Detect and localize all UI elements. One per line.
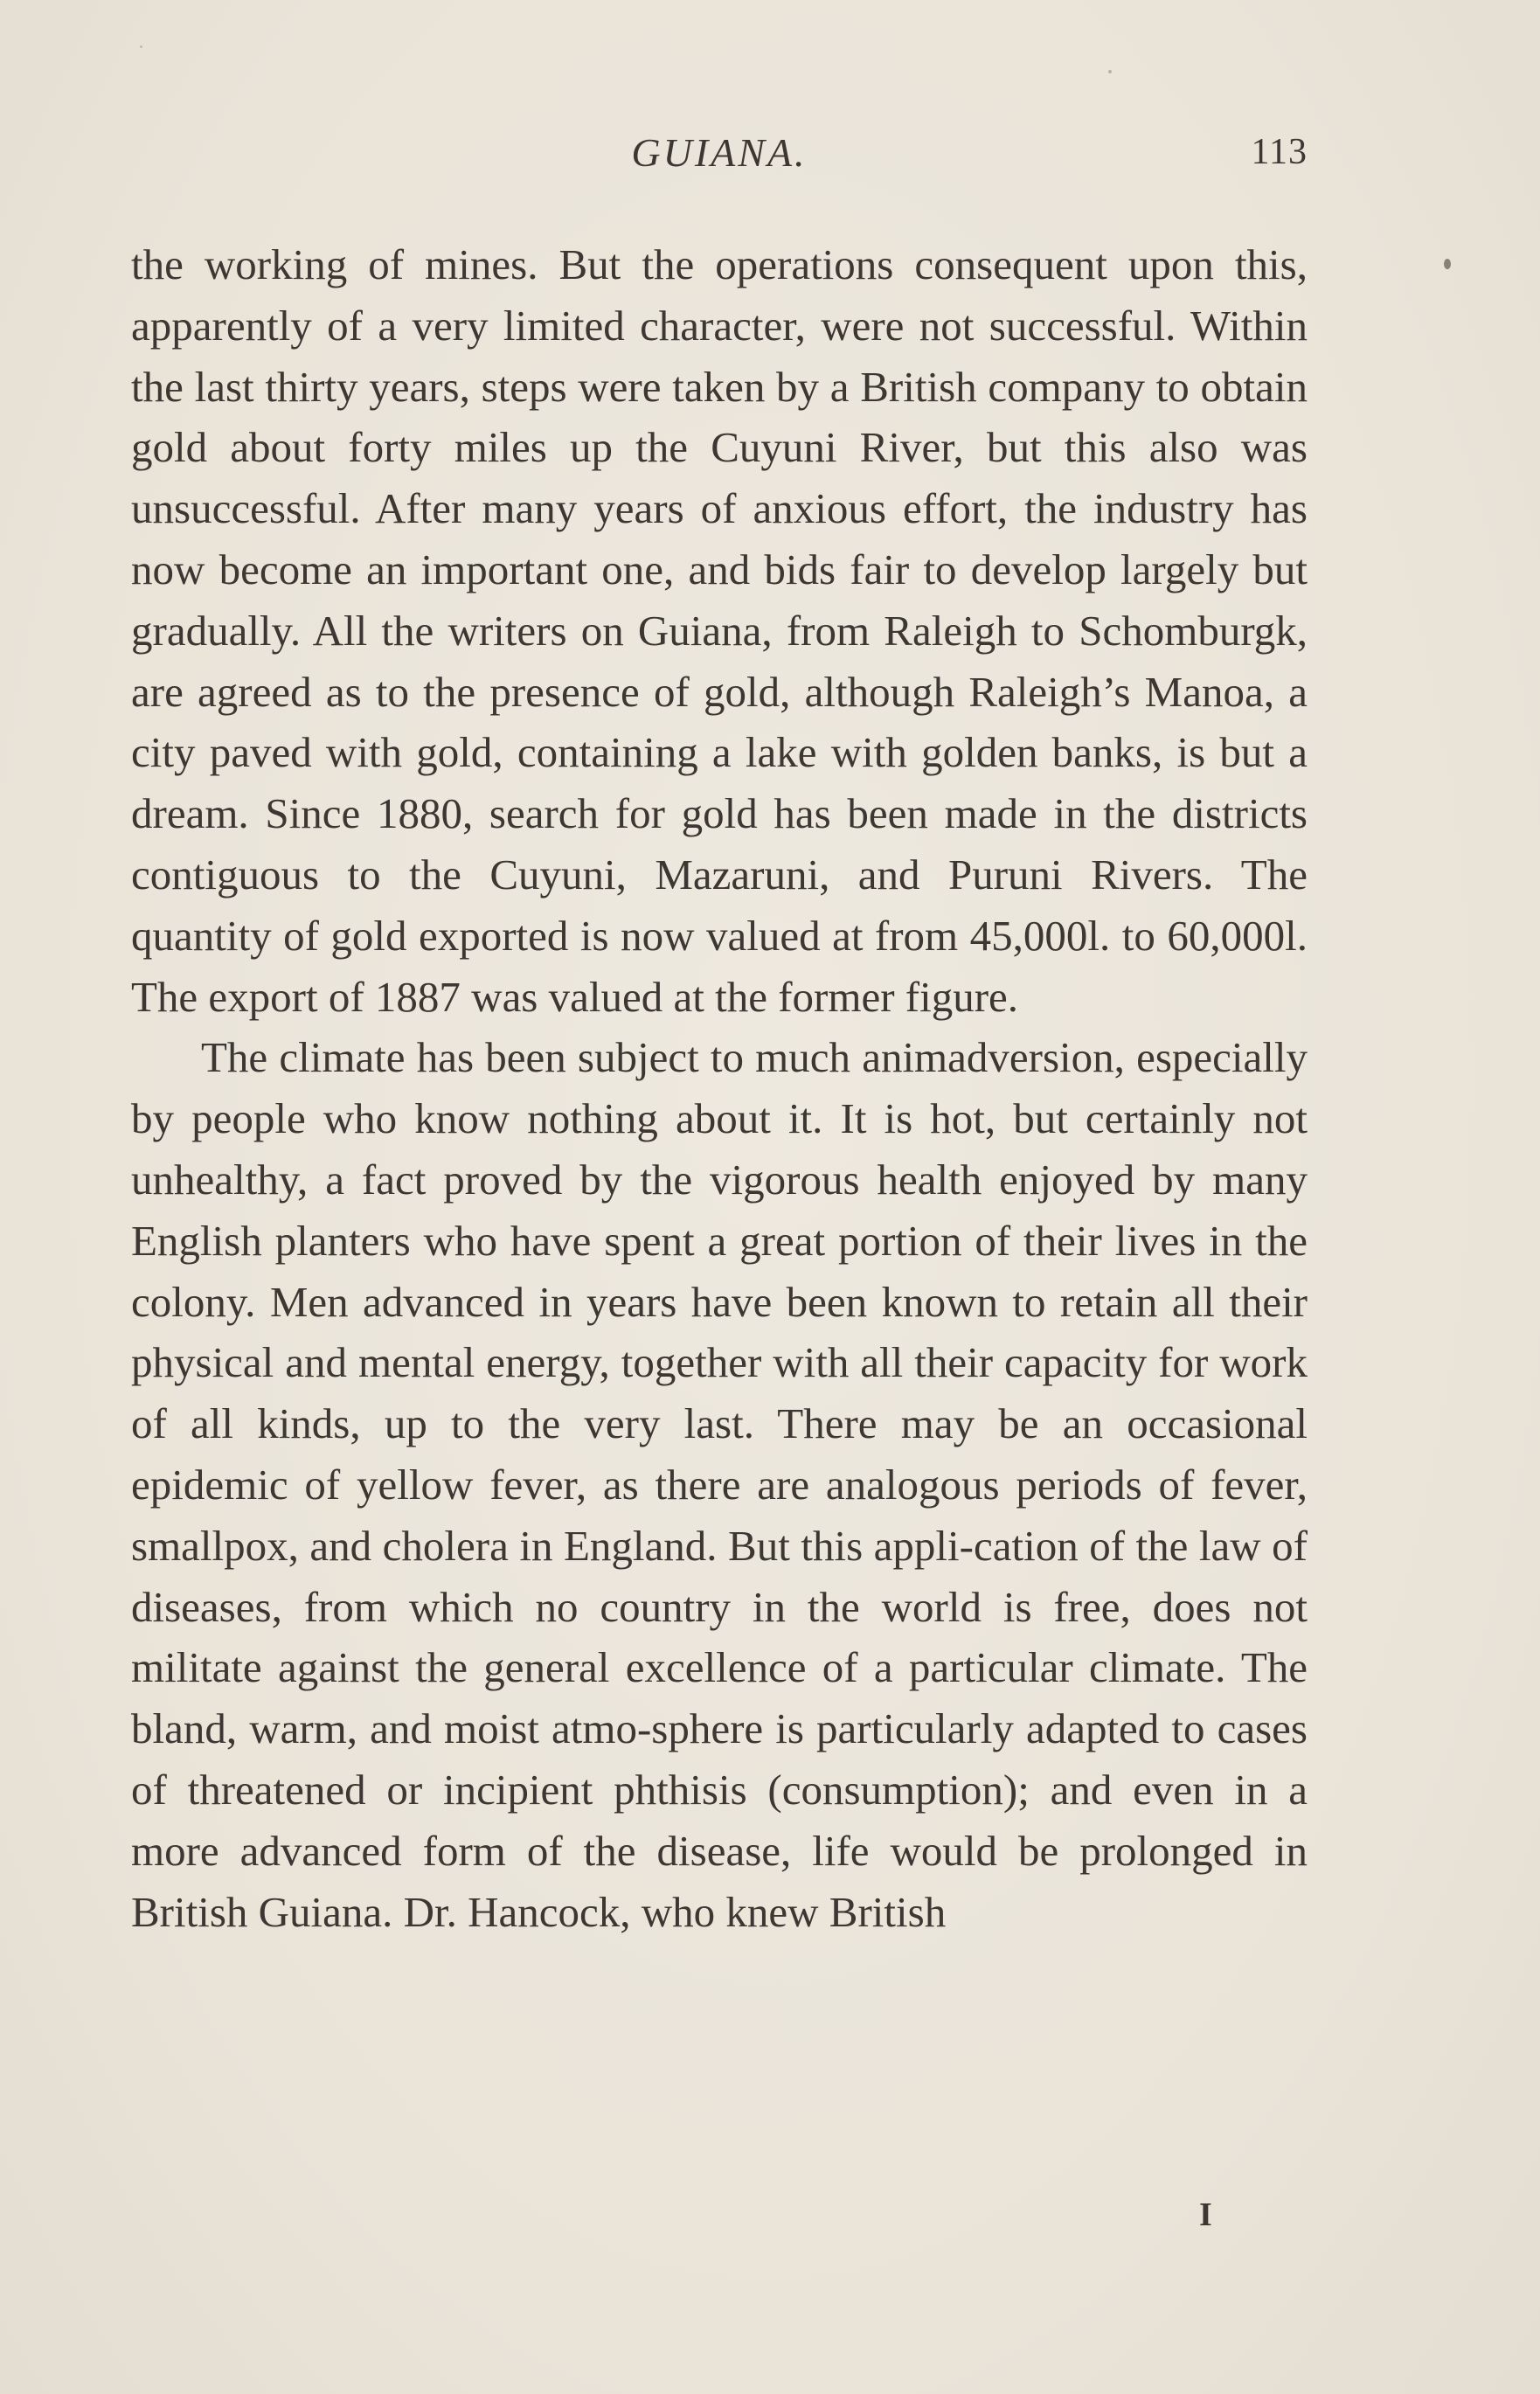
- body-text: [131, 234, 1308, 1942]
- page-number: 113: [1251, 132, 1308, 172]
- paper-speck: [1108, 70, 1112, 73]
- running-title: GUIANA.: [631, 130, 808, 175]
- page-header: [131, 129, 1308, 182]
- paragraph-climate: The climate has been subject to much animadversion, especially by people who know nothing about it. It is hot, but certainly not unhealthy, a fact proved by the vigorous health enjoyed by many English planters who have spent a great portion of their lives in the colony. Men advanced in years have been known to retain all their physical and mental energy, together with all their capacity for work of all kinds, up to the very last. There may be an occasional epidemic of yellow fever, as there are analogous periods of fever, smallpox, and cholera in England. But this appli-cation of the law of diseases, from which no country in the world is free, does not militate against the general excellence of a particular climate. The bland, warm, and moist atmo-sphere is particularly adapted to cases of threatened or incipient phthisis (consumption); and even in a more advanced form of the disease, life would be prolonged in British Guiana. Dr. Hancock, who knew British: [131, 1033, 1308, 1936]
- paper-speck: [1444, 259, 1451, 269]
- paragraph-gold-mining: the working of mines. But the operations consequent upon this, apparently of a very limited character, were not successful. Within the last thirty years, steps were taken by a British company to obtain gold about forty miles up the Cuyuni River, but this also was unsuccessful. After many years of anxious effort, the industry has now become an important one, and bids fair to develop largely but gradually. All the writers on Guiana, from Raleigh to Schomburgk, are agreed as to the presence of gold, although Raleigh’s Manoa, a city paved with gold, containing a lake with golden banks, is but a dream. Since 1880, search for gold has been made in the districts contiguous to the Cuyuni, Mazaruni, and Puruni Rivers. The quantity of gold exported is now valued at from 45,000l. to 60,000l. The export of 1887 was valued at the former figure.: [131, 240, 1308, 1021]
- paper-speck: [140, 45, 142, 48]
- signature-mark: I: [1199, 2196, 1212, 2233]
